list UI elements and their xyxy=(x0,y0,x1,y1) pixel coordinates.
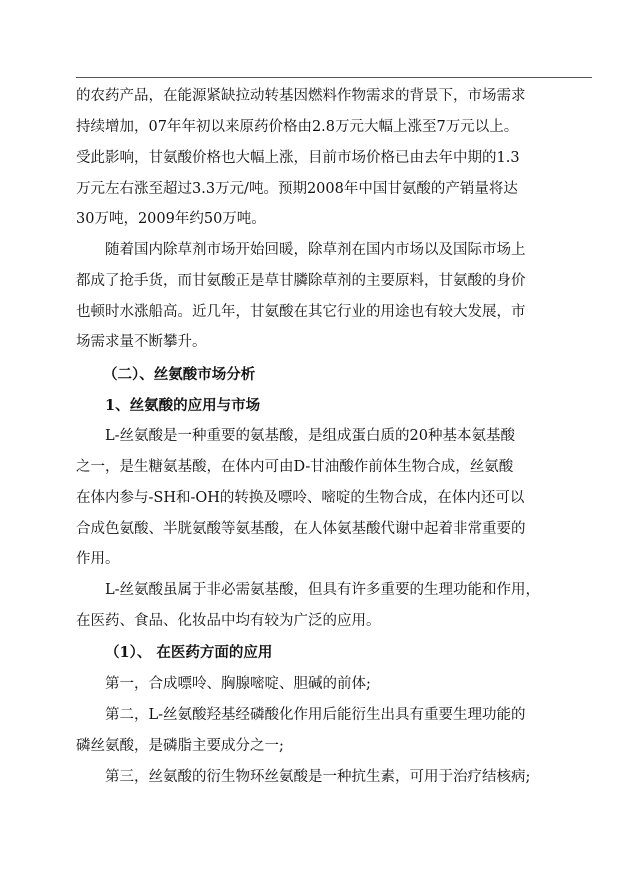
paragraph-6-line-1: 第二，L-丝氨酸羟基经磷酸化作用后能衍生出具有重要生理功能的 xyxy=(105,707,526,723)
paragraph-3-line-3: 在体内参与-SH和-OH的转换及嘌呤、嘧啶的生物合成，在体内还可以 xyxy=(76,490,525,506)
paragraph-2-line-3: 也顿时水涨船高。近几年，甘氨酸在其它行业的用途也有较大发展，市 xyxy=(76,304,526,320)
paragraph-4-line-2: 在医药、食品、化妆品中均有较为广泛的应用。 xyxy=(76,613,381,629)
paragraph-2-line-4: 场需求量不断攀升。 xyxy=(76,334,207,350)
paragraph-5-line-1: 第一，合成嘌呤、胸腺嘧啶、胆碱的前体; xyxy=(105,676,371,692)
paragraph-3-line-1: L-丝氨酸是一种重要的氨基酸，是组成蛋白质的20种基本氨基酸 xyxy=(105,428,515,444)
paragraph-1-line-3: 受此影响，甘氨酸价格也大幅上涨，目前市场价格已由去年中期的1.3 xyxy=(76,150,520,166)
paragraph-3-line-5: 作用。 xyxy=(76,551,120,567)
paragraph-4-line-1: L-丝氨酸虽属于非必需氨基酸，但具有许多重要的生理功能和作用， xyxy=(105,582,541,598)
paragraph-2-line-1: 随着国内除草剂市场开始回暖，除草剂在国内市场以及国际市场上 xyxy=(105,242,526,258)
paragraph-1-line-5: 30万吨，2009年约50万吨。 xyxy=(76,211,266,227)
paragraph-1-line-2: 持续增加，07年年初以来原药价格由2.8万元大幅上涨至7万元以上。 xyxy=(76,119,519,135)
paragraph-1-line-1: 的农药产品，在能源紧缺拉动转基因燃料作物需求的背景下，市场需求 xyxy=(76,88,526,104)
paragraph-2-line-2: 都成了抢手货，而甘氨酸正是草甘膦除草剂的主要原料，甘氨酸的身价 xyxy=(76,273,526,289)
paragraph-1-line-4: 万元左右涨至超过3.3万元/吨。预期2008年中国甘氨酸的产销量将达 xyxy=(76,181,518,197)
header-rule xyxy=(76,77,592,78)
section-heading: （二）、丝氨酸市场分析 xyxy=(103,366,256,383)
subsection-heading-1: 1、丝氨酸的应用与市场 xyxy=(105,397,261,414)
paragraph-3-line-4: 合成色氨酸、半胱氨酸等氨基酸，在人体氨基酸代谢中起着非常重要的 xyxy=(76,521,526,537)
paragraph-7-line-1: 第三，丝氨酸的衍生物环丝氨酸是一种抗生素，可用于治疗结核病; xyxy=(105,769,531,785)
paragraph-6-line-2: 磷丝氨酸，是磷脂主要成分之一; xyxy=(76,738,284,754)
paragraph-3-line-2: 之一，是生糖氨基酸，在体内可由D-甘油酸作前体生物合成，丝氨酸 xyxy=(76,459,514,475)
subsection-heading-2: （1）、 在医药方面的应用 xyxy=(105,644,273,661)
